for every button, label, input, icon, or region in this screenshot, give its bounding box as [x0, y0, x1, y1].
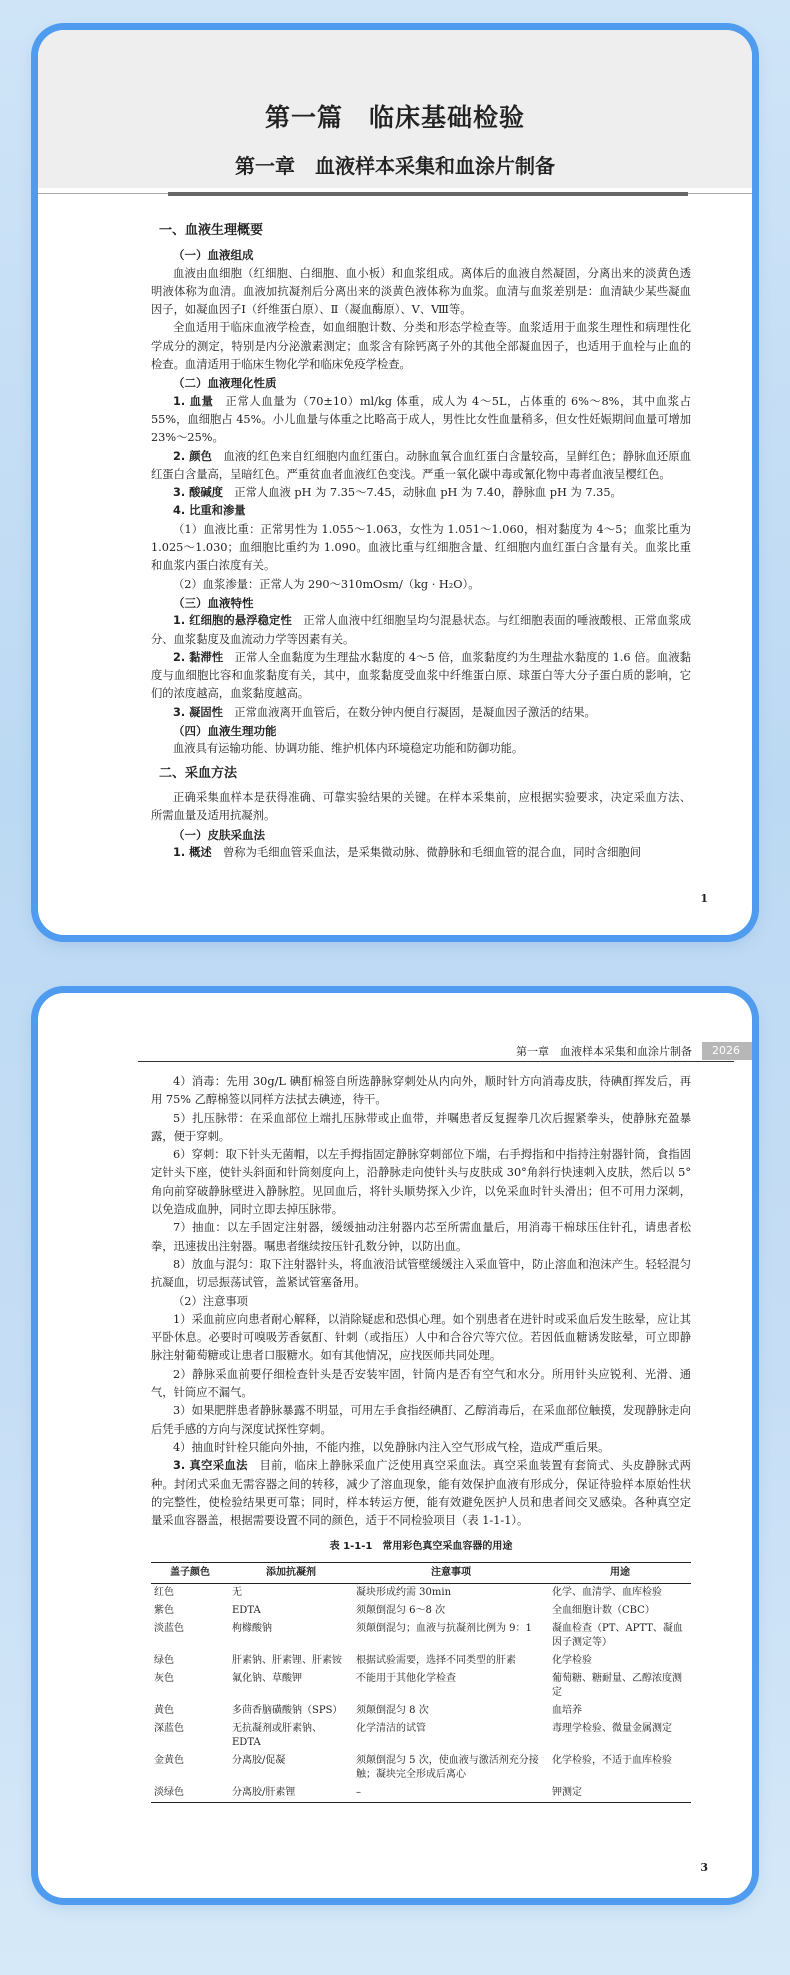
- running-head-text: 第一章 血液样本采集和血涂片制备: [516, 1045, 692, 1058]
- paragraph: [151, 484, 691, 502]
- table-row: [151, 1784, 691, 1803]
- subsection-heading: [151, 374, 691, 392]
- table-row: [151, 1752, 691, 1784]
- paragraph: [151, 704, 691, 722]
- paragraph: [151, 576, 691, 594]
- body-text: [151, 1073, 691, 1530]
- paragraph-text: （1）血液比重：正常男性为 1.055～1.063，女性为 1.051～1.060，相对黏度为 4～5；血浆比重为 1.025～1.030；血细胞比重约为 1.090。血液比重与红细胞含量、红细胞内血红蛋白含量有关。血浆比重和血浆内蛋白浓度有关。: [151, 522, 691, 573]
- table-cell: EDTA: [232, 1604, 261, 1616]
- paragraph-text: （一）血液组成: [173, 248, 254, 263]
- table-row: [151, 1702, 691, 1720]
- paragraph-text: 曾称为毛细血管采血法，是采集微动脉、微静脉和毛细血管的混合血，同时含细胞间: [223, 845, 641, 859]
- paragraph-label: 2. 颜色: [173, 449, 213, 463]
- page-1: [38, 30, 752, 935]
- table-cell: 紫色: [154, 1604, 174, 1616]
- paragraph-text: 正常人全血黏度为生理盐水黏度的 4～5 倍，血浆黏度约为生理盐水黏度的 1.6 倍。血液黏度与血细胞比容和血浆黏度有关，其中，血浆黏度受血浆中纤维蛋白原、球蛋白等大分子蛋白质的影响，它们的浓度越高，血浆黏度越高。: [151, 650, 691, 701]
- table-cell: 枸橼酸钠: [232, 1622, 272, 1634]
- paragraph: [151, 1402, 691, 1439]
- table-cell: 无: [232, 1586, 242, 1598]
- table-header-row: [151, 1562, 691, 1583]
- column-header: 注意事项: [353, 1562, 549, 1583]
- table-cell: 分离胶/肝素锂: [229, 1784, 353, 1803]
- paragraph-text: 5）扎压脉带：在采血部位上端扎压脉带或止血带，并嘱患者反复握拳几次后握紧拳头，使静脉充盈暴露，便于穿刺。: [151, 1111, 691, 1143]
- paragraph-text: 3）如果肥胖患者静脉暴露不明显，可用左手食指经碘酊、乙醇消毒后，在采血部位触摸，发现静脉走向后凭手感的方向与深度试探性穿刺。: [151, 1404, 691, 1436]
- paragraph: [151, 448, 691, 485]
- paragraph: [151, 1110, 691, 1147]
- running-header: [516, 1042, 752, 1060]
- paragraph-label: 3. 酸碱度: [173, 486, 223, 500]
- table-cell: 毒理学检验、微量金属测定: [552, 1722, 672, 1734]
- table-cell: 黄色: [154, 1704, 174, 1716]
- paragraph-text: 全血适用于临床血液学检查，如血细胞计数、分类和形态学检查等。血浆适用于血浆生理性和病理性化学成分的测定，特别是内分泌激素测定；血浆含有除钙离子外的其他全部凝血因子，也适用于血栓与止血的检查。血清适用于临床生物化学和临床免疫学检查。: [151, 321, 691, 372]
- page-number: 1: [700, 892, 708, 905]
- paragraph: [151, 1219, 691, 1256]
- paragraph-text: 4）抽血时针栓只能向外抽，不能内推，以免静脉内注入空气形成气栓，造成严重后果。: [173, 1440, 610, 1454]
- paragraph-text: 正常人血液 pH 为 7.35～7.45，动脉血 pH 为 7.40，静脉血 pH 为 7.35。: [234, 486, 622, 500]
- table-row: [151, 1720, 691, 1752]
- chapter-header: [38, 30, 752, 188]
- column-header: 添加抗凝剂: [229, 1562, 353, 1583]
- table-caption: 表 1-1-1 常用彩色真空采血容器的用途: [329, 1541, 513, 1553]
- paragraph-text: （三）血液特性: [173, 595, 254, 610]
- paragraph-text: （二）血液理化性质: [173, 376, 277, 391]
- subsection-heading: [151, 722, 691, 740]
- paragraph: [151, 844, 691, 862]
- paragraph-text: 目前，临床上静脉采血广泛使用真空采血法。真空采血装置有套筒式、头皮静脉式两种。封闭式采血无需容器之间的转移，减少了溶血现象，能有效保护血液有形成分，保证待验样本原始性状的完整性，使检验结果更可靠；同时，样本转运方便，能有效避免医护人员和患者间交叉感染。各种真空定量采血容器盖，根据需要设置不同的颜色，适于不同检验项目（表 1-1-1）。: [151, 1459, 691, 1528]
- table-cell: 不能用于其他化学检查: [356, 1672, 456, 1684]
- part-title: 第一篇 临床基础检验: [264, 103, 525, 132]
- table-cell: 须颠倒混匀 6～8 次: [356, 1604, 446, 1616]
- chapter-title: 第一章 血液样本采集和血涂片制备: [235, 154, 555, 178]
- paragraph-label: 3. 凝固性: [173, 705, 223, 719]
- section-heading: [159, 222, 691, 240]
- table-row: [151, 1583, 691, 1602]
- paragraph-text: 2）静脉采血前要仔细检查针头是否安装牢固，针筒内是否有空气和水分。所用针头应锐利、光滑、通气，针筒应不漏气。: [151, 1367, 691, 1400]
- paragraph: [151, 1146, 691, 1219]
- table-row: [151, 1652, 691, 1670]
- page-3: [38, 993, 752, 1898]
- table-cell: 淡蓝色: [154, 1622, 184, 1634]
- paragraph-text: 4）消毒：先用 30g/L 碘酊棉签自所选静脉穿刺处从内向外，顺时针方向消毒皮肤，待碘酊挥发后，再用 75% 乙醇棉签以同样方法拭去碘迹，待干。: [151, 1075, 691, 1107]
- paragraph-text: 正常血液离开血管后，在数分钟内便自行凝固，是凝血因子激活的结果。: [234, 705, 596, 719]
- paragraph: [151, 1293, 691, 1311]
- table-cell: 血培养: [552, 1704, 582, 1716]
- tube-color-table: [151, 1562, 691, 1803]
- section-heading: [159, 765, 691, 783]
- paragraph: [151, 393, 691, 448]
- page-1-body: [151, 216, 691, 862]
- paragraph-label: 2. 黏滞性: [173, 650, 224, 664]
- year-tag: 2026: [702, 1042, 752, 1060]
- table-cell: 绿色: [154, 1654, 174, 1666]
- table-cell: 全血细胞计数（CBC）: [552, 1604, 655, 1616]
- table-cell: 根据试验需要，选择不同类型的肝素: [356, 1654, 516, 1666]
- paragraph-text: 血液由血细胞（红细胞、白细胞、血小板）和血浆组成。离体后的血液自然凝固，分离出来的淡黄色透明液体称为血清。血液加抗凝剂后分离出来的淡黄色液体称为血浆。血清与血浆差别是：血清缺少某些凝血因子，如凝血因子Ⅰ（纤维蛋白原）、Ⅱ（凝血酶原）、Ⅴ、Ⅷ等。: [151, 266, 691, 317]
- table-cell: 须颠倒混匀 8 次: [356, 1704, 429, 1716]
- paragraph-text: 7）抽血：以左手固定注射器，缓缓抽动注射器内芯至所需血量后，用消毒干棉球压住针孔，请患者松拳，迅速拔出注射器。嘱患者继续按压针孔数分钟，以防出血。: [151, 1221, 691, 1253]
- column-header: 用途: [549, 1562, 691, 1583]
- paragraph-text: 正常人血液中红细胞呈均匀混悬状态。与红细胞表面的唾液酸根、正常血浆成分、血浆黏度及血流动力学等因素有关。: [151, 614, 691, 646]
- table-cell: 化学、血清学、血库检验: [552, 1586, 662, 1598]
- page-number: 3: [700, 1861, 708, 1874]
- paragraph: [151, 1457, 691, 1530]
- paragraph-label: 1. 血量: [173, 394, 214, 408]
- table-cell: 灰色: [154, 1672, 174, 1684]
- paragraph: [151, 740, 691, 758]
- paragraph-text: （2）注意事项: [173, 1294, 248, 1308]
- paragraph-text: 正常人血量为（70±10）ml/kg 体重，成人为 4～5L，占体重的 6%～8%，其中血浆占 55%，血细胞占 45%。小儿血量与体重之比略高于成人，男性比女性血量稍多，但女性妊娠期间血量可增加 23%～25%。: [151, 394, 691, 445]
- table-cell: 葡萄糖、糖耐量、乙醇浓度测定: [552, 1672, 682, 1698]
- table-cell: 金黄色: [154, 1754, 184, 1766]
- table-cell: 多茴香脑磺酸钠（SPS）: [232, 1704, 343, 1716]
- table-body: [151, 1583, 691, 1802]
- paragraph: [151, 1256, 691, 1293]
- table-cell: 肝素钠、肝素锂、肝素铵: [232, 1654, 342, 1666]
- paragraph: [151, 502, 691, 520]
- table-cell: 须颠倒混匀；血液与抗凝剂比例为 9：1: [356, 1622, 532, 1634]
- paragraph-text: 一、血液生理概要: [159, 223, 264, 238]
- paragraph: [151, 265, 691, 320]
- paragraph-text: （2）血浆渗量：正常人为 290～310mOsm/（kg · H₂O）。: [173, 577, 480, 591]
- paragraph: [151, 789, 691, 826]
- table-row: [151, 1670, 691, 1702]
- table-cell: 凝块形成约需 30min: [356, 1586, 452, 1598]
- paragraph: [151, 1311, 691, 1366]
- paragraph: [151, 1366, 691, 1403]
- paragraph-text: 正确采集血样本是获得准确、可靠实验结果的关键。在样本采集前，应根据实验要求，决定采血方法、所需血量及适用抗凝剂。: [151, 790, 691, 823]
- subsection-heading: [151, 246, 691, 264]
- paragraph-label: 3. 真空采血法: [173, 1459, 248, 1473]
- table-cell: 无抗凝剂或肝素钠、EDTA: [232, 1722, 322, 1748]
- paragraph-text: （四）血液生理功能: [173, 724, 277, 739]
- table-cell: 氟化钠、草酸钾: [232, 1672, 302, 1684]
- paragraph-label: 4. 比重和渗量: [173, 504, 246, 518]
- table-cell: –: [353, 1784, 549, 1803]
- paragraph-text: 二、采血方法: [159, 765, 238, 781]
- paragraph-text: 8）放血与混匀：取下注射器针头，将血液沿试管壁缓缓注入采血管中，防止溶血和泡沫产生。轻轻混匀抗凝血，切忌振荡试管，盖紧试管塞备用。: [151, 1257, 691, 1290]
- paragraph: [151, 521, 691, 576]
- subsection-heading: [151, 594, 691, 612]
- title-rule: [168, 192, 688, 196]
- table-cell: 红色: [154, 1586, 174, 1598]
- paragraph: [151, 1439, 691, 1457]
- table-cell: 深蓝色: [154, 1722, 184, 1734]
- paragraph-text: （一）皮肤采血法: [173, 827, 265, 842]
- table-cell: 淡绿色: [151, 1784, 229, 1803]
- table-row: [151, 1602, 691, 1620]
- table-cell: 化学清洁的试管: [356, 1722, 426, 1734]
- table-cell: 分离胶/促凝: [232, 1754, 286, 1766]
- paragraph-label: 1. 概述: [173, 845, 212, 859]
- subsection-heading: [151, 826, 691, 844]
- table-cell: 须颠倒混匀 5 次，使血液与激活剂充分接触；凝块完全形成后离心: [356, 1754, 539, 1780]
- header-rule: [138, 1061, 734, 1062]
- paragraph-text: 血液的红色来自红细胞内血红蛋白。动脉血氧合血红蛋白含量较高，呈鲜红色；静脉血还原血红蛋白含量高，呈暗红色。严重贫血者血液红色变浅。严重一氧化碳中毒或氰化物中毒者血液呈樱红色。: [151, 449, 691, 481]
- paragraph: [151, 612, 691, 649]
- paragraph-label: 1. 红细胞的悬浮稳定性: [173, 614, 292, 628]
- table-cell: 凝血检查（PT、APTT、凝血因子测定等）: [552, 1622, 683, 1648]
- table-cell: 化学检验: [552, 1654, 592, 1666]
- paragraph: [151, 319, 691, 374]
- paragraph: [151, 1073, 691, 1110]
- paragraph-text: 1）采血前应向患者耐心解释，以消除疑虑和恐惧心理。如个别患者在进针时或采血后发生眩晕，应让其平卧休息。必要时可嗅吸芳香氨酊、针刺（或指压）人中和合谷穴等穴位。若因低血糖诱发眩晕，可立即静脉注射葡萄糖或让患者口服糖水。如有其他情况，应找医师共同处理。: [151, 1312, 691, 1363]
- page-3-body: [151, 1073, 691, 1803]
- table-cell: 钾测定: [549, 1784, 691, 1803]
- paragraph: [151, 649, 691, 704]
- paragraph-text: 血液具有运输功能、协调功能、维护机体内环境稳定功能和防御功能。: [173, 742, 524, 756]
- table-row: [151, 1620, 691, 1652]
- table-cell: 化学检验，不适于血库检验: [552, 1754, 672, 1766]
- column-header: 盖子颜色: [151, 1562, 229, 1583]
- paragraph-text: 6）穿刺：取下针头无菌帽，以左手拇指固定静脉穿刺部位下端，右手拇指和中指持注射器针筒，食指固定针头下座，使针头斜面和针筒刻度向上，沿静脉走向使针头与皮肤成 30°角斜行快速刺入皮肤，然后以 5°角向前穿破静脉壁进入静脉腔。见回血后，将针头顺势探入少许，以免采血时针头滑出；但不可用力深刺，以免造成血肿，同时立即去掉压脉带。: [151, 1148, 691, 1217]
